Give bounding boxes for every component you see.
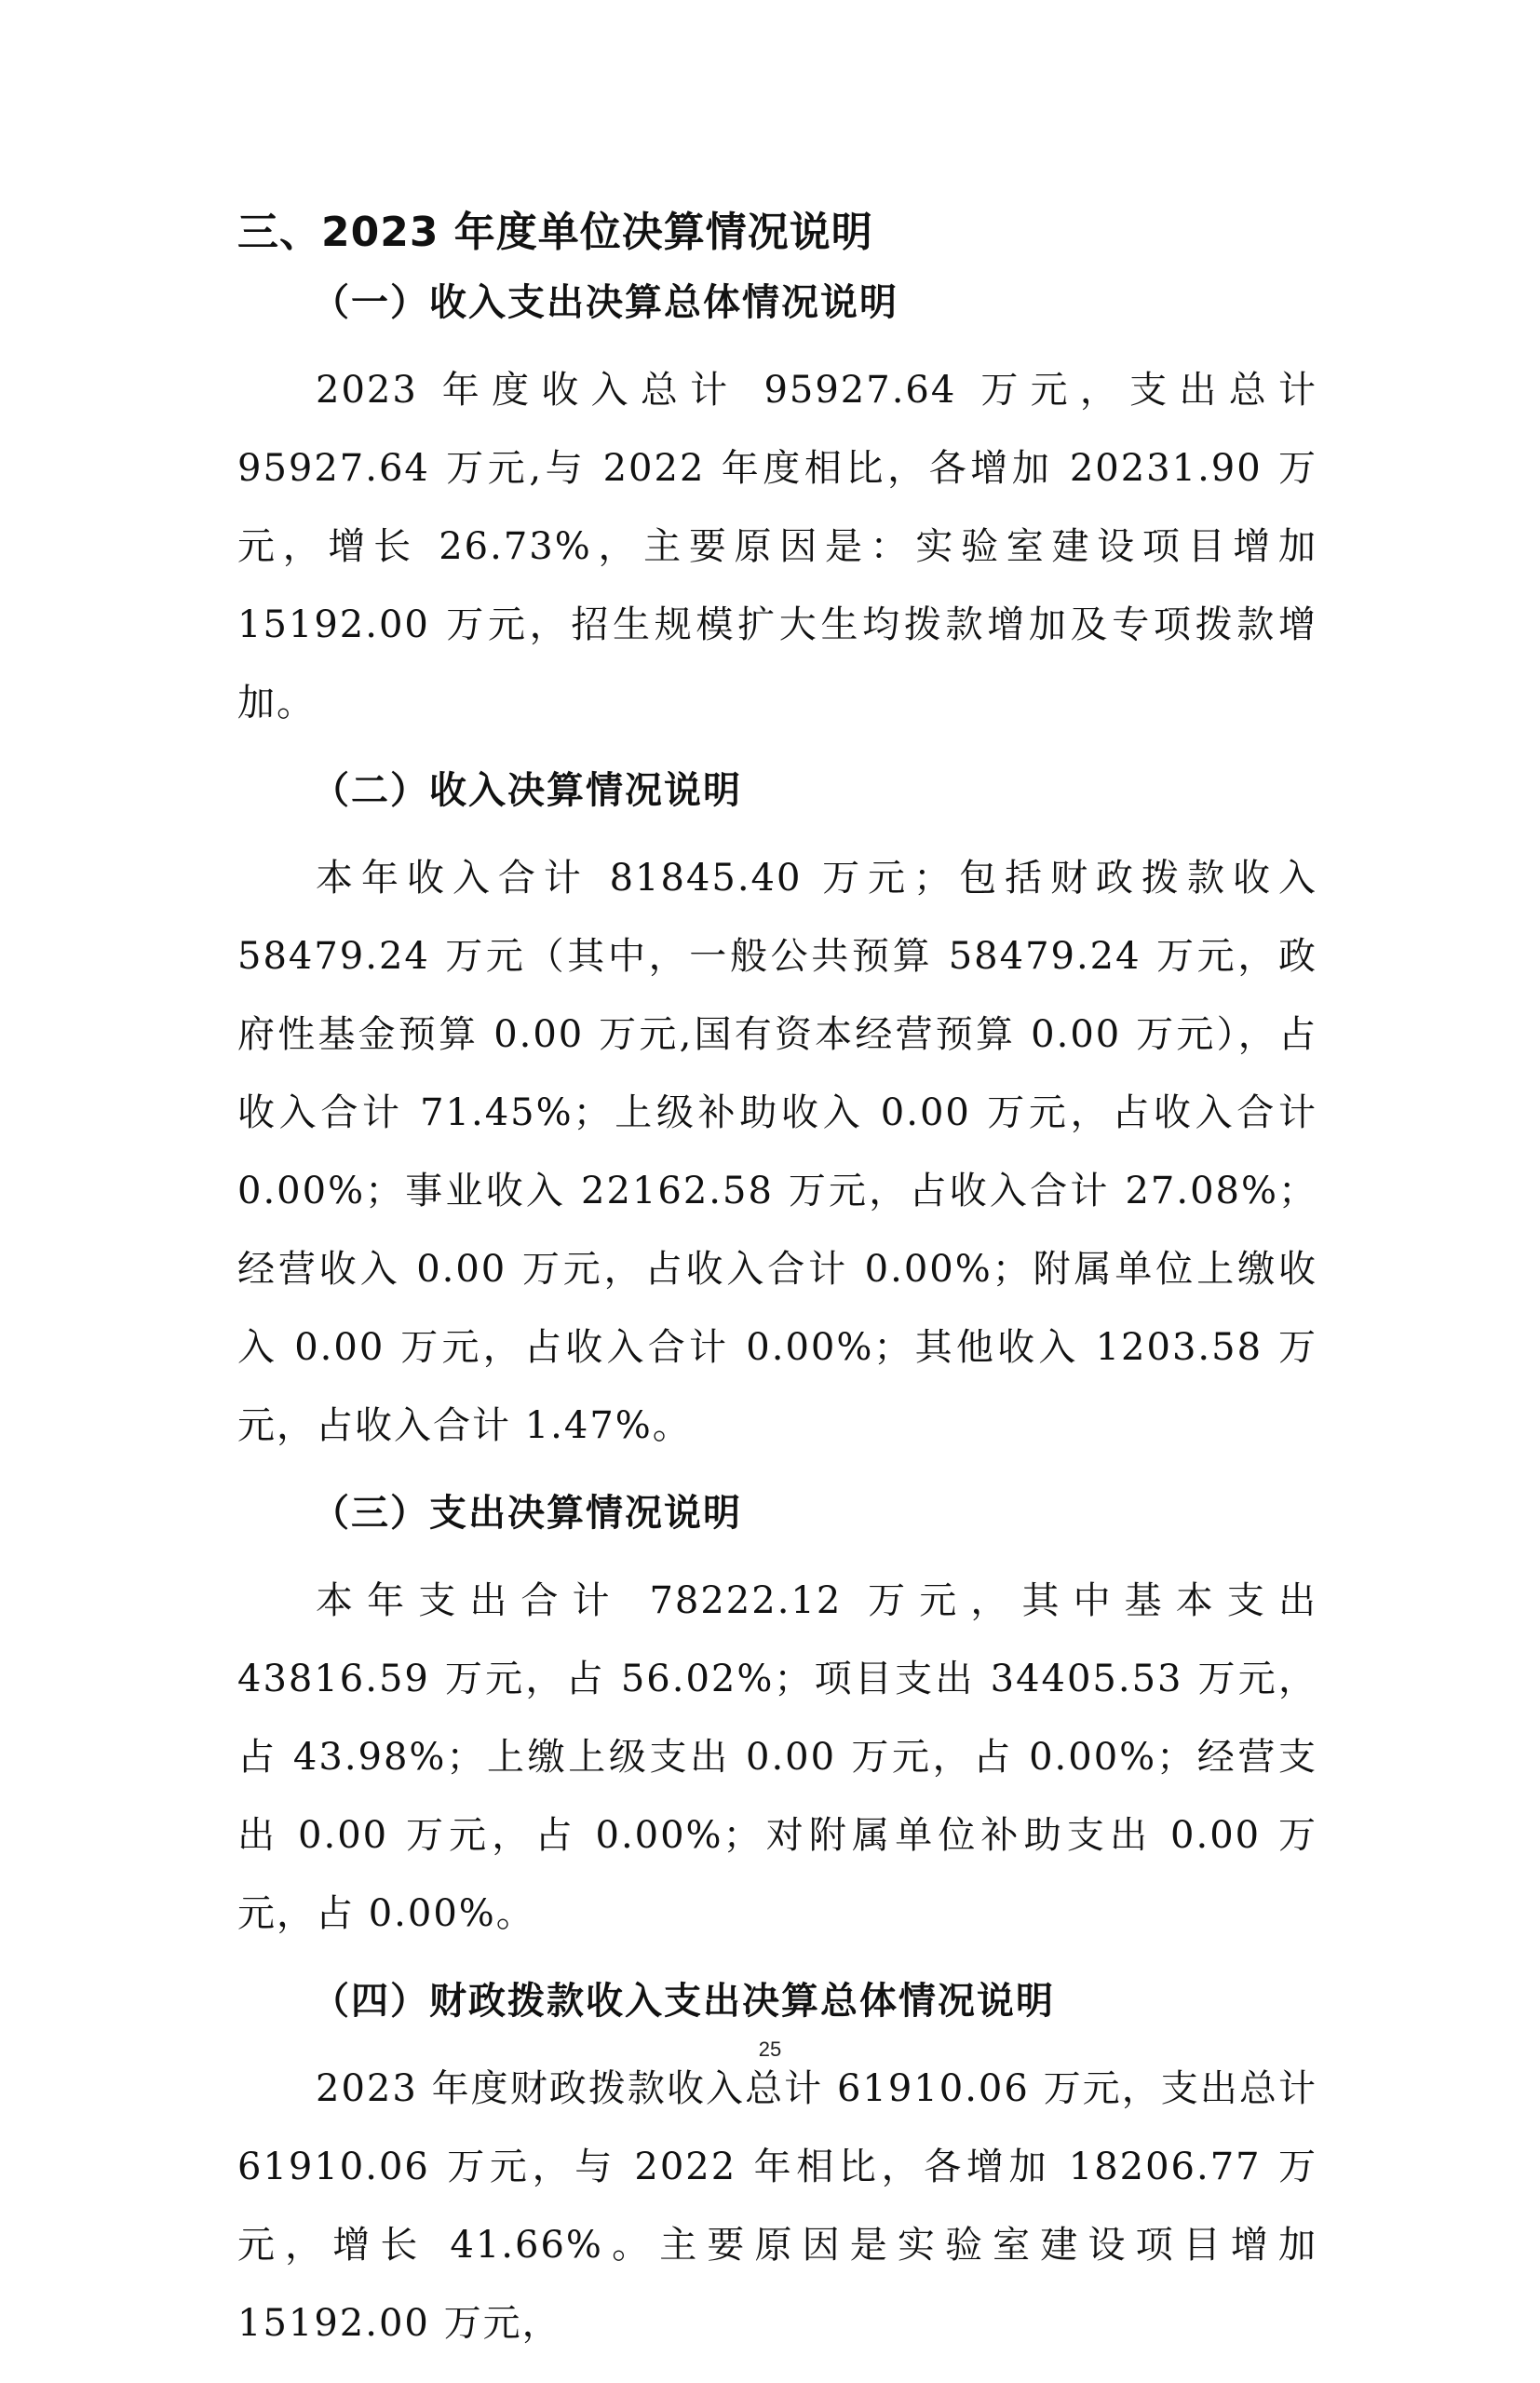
paragraph-income: 本年收入合计 81845.40 万元；包括财政拨款收入 58479.24 万元（其中，一般公共预算 58479.24 万元，政府性基金预算 0.00 万元,国有资本经营预算 0.00 万元），占收入合计 71.45%；上级补助收入 0.00 万元，占收入合计 0.00%；事业收入 22162.58 万元，占收入合计 27.08%；经营收入 0.00 万元，占收入合计 0.00%；附属单位上缴收入 0.00 万元，占收入合计 0.00%；其他收入 1203.58 万元，占收入合计 1.47%。: [237, 857, 1317, 1447]
section-title: 三、2023 年度单位决算情况说明: [237, 209, 873, 256]
page-number: 25: [758, 2038, 782, 2061]
paragraph-fiscal-appropriation: 2023 年度财政拨款收入总计 61910.06 万元，支出总计 61910.06 万元，与 2022 年相比，各增加 18206.77 万元，增长 41.66%。主要原因是实验室建设项目增加 15192.00 万元，: [237, 2067, 1317, 2345]
sub-heading-fiscal-appropriation: （四）财政拨款收入支出决算总体情况说明: [312, 1979, 1055, 2023]
paragraph-expenditure: 本年支出合计 78222.12 万元，其中基本支出 43816.59 万元，占 56.02%；项目支出 34405.53 万元，占 43.98%；上缴上级支出 0.00 万元，占 0.00%；经营支出 0.00 万元，占 0.00%；对附属单位补助支出 0.00 万元，占 0.00%。: [237, 1579, 1317, 1935]
sub-heading-income: （二）收入决算情况说明: [312, 768, 742, 812]
paragraph-overall: 2023 年度收入总计 95927.64 万元，支出总计 95927.64 万元,与 2022 年度相比，各增加 20231.90 万元，增长 26.73%，主要原因是：实验室建设项目增加 15192.00 万元，招生规模扩大生均拨款增加及专项拨款增加。: [237, 369, 1317, 724]
sub-heading-overall: （一）收入支出决算总体情况说明: [312, 280, 898, 324]
sub-heading-expenditure: （三）支出决算情况说明: [312, 1491, 742, 1535]
